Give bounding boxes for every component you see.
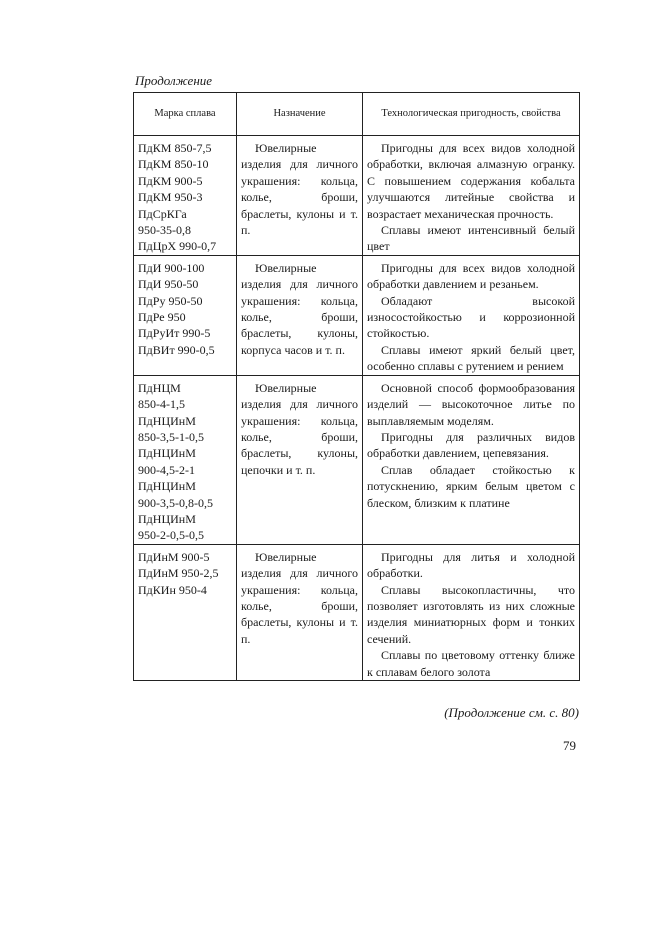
table-caption: Продолжение <box>135 73 213 88</box>
property-paragraph: Основной способ формообразования изделий — высокоточное литье по выплавляемым моделям. <box>367 380 575 428</box>
column-header-properties: Технологическая пригодность, свойства <box>363 93 580 136</box>
alloy-grade: ПдКМ 900-5 <box>138 173 203 188</box>
continuation-note: (Продолжение см. с. 80) <box>444 705 579 720</box>
alloy-grade: 900-4,5-2-1 <box>138 462 195 477</box>
alloy-grade: ПдНЦИнМ <box>138 511 196 526</box>
alloy-grade: ПдСрКГа <box>138 206 187 221</box>
alloy-grade: ПдРуИт 990-5 <box>138 326 211 341</box>
alloy-grade: ПдНЦИнМ <box>138 413 196 428</box>
property-paragraph: Пригодны для всех видов холодной обработки давлением и резаньем. <box>367 260 575 292</box>
properties-cell <box>363 136 580 256</box>
alloy-grade: ПдКМ 850-7,5 <box>138 141 212 155</box>
alloy-grade: ПдЦрХ 990-0,7 <box>138 239 217 254</box>
alloy-grade: ПдВИт 990-0,5 <box>138 342 215 357</box>
purpose-text: Ювелирные изделия для личного украшения: кольца, колье, броши, браслеты, кулоны и т. п. <box>241 141 358 238</box>
alloy-grade: ПдКИн 950-4 <box>138 582 207 597</box>
purpose-cell <box>237 136 363 256</box>
page-number: 79 <box>563 738 576 753</box>
property-paragraph: Обладают высокой износостойкостью и коррозионной стойкостью. <box>367 293 575 341</box>
purpose-cell <box>237 375 363 544</box>
property-paragraph: Сплавы имеют яркий белый цвет, особенно сплавы с рутением и рением <box>367 342 575 374</box>
alloy-grade: ПдИнМ 900-5 <box>138 549 210 564</box>
alloy-cell <box>134 136 237 256</box>
column-header-purpose: Назначение <box>237 93 363 136</box>
alloys-table <box>133 92 580 681</box>
alloy-grade: ПдНЦМ <box>138 380 181 395</box>
property-paragraph: Пригодны для всех видов холодной обработки, включая алмазную огранку. С повышением содержания кобальта улучшаются литейные свойства и возрастает механическая прочность. <box>367 141 575 221</box>
property-paragraph: Сплавы имеют интенсивный белый цвет <box>367 223 575 254</box>
properties-cell <box>363 375 580 544</box>
purpose-text: Ювелирные изделия для личного украшения: кольца, колье, броши, браслеты, кулоны, цепочки и т. п. <box>241 380 358 477</box>
alloy-grade: ПдИ 900-100 <box>138 260 205 275</box>
table-row <box>134 375 580 544</box>
alloy-grade: ПдРу 950-50 <box>138 293 203 308</box>
alloy-grade: ПдИ 950-50 <box>138 277 199 292</box>
property-paragraph: Пригодны для литья и холодной обработки. <box>367 549 575 581</box>
alloy-grade: 950-2-0,5-0,5 <box>138 528 204 543</box>
alloy-grade: ПдНЦИнМ <box>138 479 196 494</box>
alloy-grade: 850-4-1,5 <box>138 397 185 412</box>
alloy-grade: ПдКМ 950-3 <box>138 190 203 205</box>
alloy-grade: 850-3,5-1-0,5 <box>138 429 204 444</box>
table-row <box>134 136 580 256</box>
table-row <box>134 255 580 375</box>
property-paragraph: Сплавы высокопластичны, что позволяет изготовлять из них сложные изделия миниатюрных форм и тонких сечений. <box>367 582 575 646</box>
properties-cell <box>363 255 580 375</box>
property-paragraph: Пригодны для различных видов обработки давлением, цепевязания. <box>367 429 575 461</box>
table-row <box>134 544 580 680</box>
purpose-text: Ювелирные изделия для личного украшения: кольца, колье, броши, браслеты, кулоны и т. п. <box>241 549 358 646</box>
alloy-cell <box>134 544 237 680</box>
property-paragraph: Сплав обладает стойкостью к потускнению, ярким белым цветом с блеском, близким к платине <box>367 462 575 510</box>
alloy-cell <box>134 255 237 375</box>
table-header-row <box>134 93 580 136</box>
purpose-text: Ювелирные изделия для личного украшения: кольца, колье, броши, браслеты, кулоны, корпуса часов и т. п. <box>241 260 358 357</box>
property-paragraph: Сплавы по цветовому оттенку ближе к сплавам белого золота <box>367 648 575 679</box>
alloy-grade: ПдИнМ 950-2,5 <box>138 566 219 581</box>
alloy-cell <box>134 375 237 544</box>
alloy-grade: ПдНЦИнМ <box>138 446 196 461</box>
purpose-cell <box>237 255 363 375</box>
column-header-alloy: Марка сплава <box>134 93 237 136</box>
alloy-grade: 950-35-0,8 <box>138 223 191 238</box>
purpose-cell <box>237 544 363 680</box>
alloy-grade: ПдРе 950 <box>138 310 186 325</box>
properties-cell <box>363 544 580 680</box>
alloy-grade: ПдКМ 850-10 <box>138 157 209 172</box>
alloy-grade: 900-3,5-0,8-0,5 <box>138 495 213 510</box>
